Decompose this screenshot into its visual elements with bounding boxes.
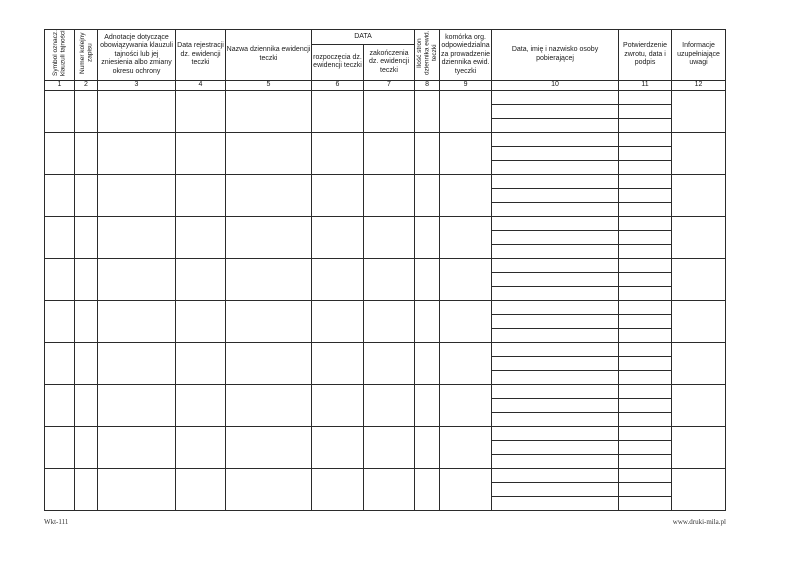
entry-cell[interactable] bbox=[98, 258, 176, 300]
entry-cell[interactable] bbox=[75, 174, 98, 216]
entry-cell[interactable] bbox=[45, 216, 75, 258]
sub-line-group bbox=[492, 133, 618, 174]
writing-line[interactable] bbox=[492, 175, 618, 189]
entry-cell[interactable] bbox=[98, 90, 176, 132]
writing-line[interactable] bbox=[619, 315, 671, 329]
table-row bbox=[45, 384, 726, 426]
writing-line[interactable] bbox=[492, 497, 618, 510]
entry-cell[interactable] bbox=[672, 174, 726, 216]
borrower-cell[interactable] bbox=[492, 90, 619, 132]
entry-cell[interactable] bbox=[415, 174, 440, 216]
writing-line[interactable] bbox=[492, 385, 618, 399]
entry-cell[interactable] bbox=[45, 258, 75, 300]
header-annotations: Adnotacje dotyczące obowiązywania klauzuli tajności lub jej zniesienia albo zmiany okresu ochrony bbox=[98, 30, 176, 81]
writing-line[interactable] bbox=[619, 133, 671, 147]
header-security-symbol bbox=[45, 30, 75, 81]
writing-line[interactable] bbox=[492, 245, 618, 258]
entry-cell[interactable] bbox=[176, 132, 226, 174]
header-registration-date: Data rejestracji dz. ewidencji teczki bbox=[176, 30, 226, 81]
writing-line[interactable] bbox=[492, 203, 618, 216]
entry-cell[interactable] bbox=[364, 384, 415, 426]
entry-cell[interactable] bbox=[415, 384, 440, 426]
column-number: 9 bbox=[440, 80, 492, 90]
borrower-cell[interactable] bbox=[492, 468, 619, 510]
writing-line[interactable] bbox=[619, 441, 671, 455]
header-entry-number bbox=[75, 30, 98, 81]
table-row bbox=[45, 300, 726, 342]
entry-cell[interactable] bbox=[98, 384, 176, 426]
header-end-date: zakończenia dz. ewidencji teczki bbox=[364, 45, 415, 80]
entry-cell[interactable] bbox=[312, 216, 364, 258]
entry-cell[interactable] bbox=[176, 342, 226, 384]
entry-cell[interactable] bbox=[45, 384, 75, 426]
sub-line-group bbox=[619, 217, 671, 258]
writing-line[interactable] bbox=[619, 217, 671, 231]
table-row bbox=[45, 258, 726, 300]
writing-line[interactable] bbox=[492, 147, 618, 161]
sub-line-group bbox=[492, 175, 618, 216]
publisher-website: www.druki-mila.pl bbox=[672, 518, 726, 526]
entry-cell[interactable] bbox=[98, 426, 176, 468]
column-number: 2 bbox=[75, 80, 98, 90]
writing-line[interactable] bbox=[492, 427, 618, 441]
return-confirmation-cell[interactable] bbox=[619, 258, 672, 300]
entry-cell[interactable] bbox=[176, 384, 226, 426]
entry-cell[interactable] bbox=[672, 258, 726, 300]
header-register-name: Nazwa dziennika ewidencji teczki bbox=[226, 30, 312, 81]
entry-cell[interactable] bbox=[45, 300, 75, 342]
entry-cell[interactable] bbox=[75, 216, 98, 258]
entry-cell[interactable] bbox=[364, 174, 415, 216]
writing-line[interactable] bbox=[619, 245, 671, 258]
column-number: 4 bbox=[176, 80, 226, 90]
writing-line[interactable] bbox=[619, 413, 671, 426]
table-row bbox=[45, 90, 726, 132]
column-number: 7 bbox=[364, 80, 415, 90]
column-number: 1 bbox=[45, 80, 75, 90]
entry-cell[interactable] bbox=[672, 426, 726, 468]
sub-line-group bbox=[492, 91, 618, 132]
sub-line-group bbox=[492, 301, 618, 342]
entry-cell[interactable] bbox=[75, 426, 98, 468]
borrower-cell[interactable] bbox=[492, 132, 619, 174]
entry-cell[interactable] bbox=[226, 174, 312, 216]
return-confirmation-cell[interactable] bbox=[619, 216, 672, 258]
entry-cell[interactable] bbox=[45, 342, 75, 384]
entry-cell[interactable] bbox=[312, 468, 364, 510]
header-responsible-unit: komórka org. odpowiedzialna za prowadzenie dziennika ewid. tyeczki bbox=[440, 30, 492, 81]
table-row bbox=[45, 426, 726, 468]
entry-cell[interactable] bbox=[364, 132, 415, 174]
writing-line[interactable] bbox=[492, 399, 618, 413]
writing-line[interactable] bbox=[619, 161, 671, 174]
sub-line-group bbox=[492, 343, 618, 384]
entry-cell[interactable] bbox=[75, 384, 98, 426]
entry-cell[interactable] bbox=[440, 384, 492, 426]
writing-line[interactable] bbox=[619, 105, 671, 119]
entry-cell[interactable] bbox=[176, 258, 226, 300]
writing-line[interactable] bbox=[492, 105, 618, 119]
header-additional-info: Informacje uzupełniające uwagi bbox=[672, 30, 726, 81]
writing-line[interactable] bbox=[619, 203, 671, 216]
entry-cell[interactable] bbox=[364, 258, 415, 300]
writing-line[interactable] bbox=[619, 189, 671, 203]
entry-cell[interactable] bbox=[176, 468, 226, 510]
writing-line[interactable] bbox=[492, 483, 618, 497]
writing-line[interactable] bbox=[492, 217, 618, 231]
entry-cell[interactable] bbox=[364, 216, 415, 258]
writing-line[interactable] bbox=[619, 357, 671, 371]
borrower-cell[interactable] bbox=[492, 384, 619, 426]
return-confirmation-cell[interactable] bbox=[619, 468, 672, 510]
entry-cell[interactable] bbox=[415, 468, 440, 510]
table-row bbox=[45, 468, 726, 510]
entry-cell[interactable] bbox=[98, 174, 176, 216]
writing-line[interactable] bbox=[619, 385, 671, 399]
table-row bbox=[45, 342, 726, 384]
entry-cell[interactable] bbox=[226, 468, 312, 510]
table-row bbox=[45, 174, 726, 216]
sub-line-group bbox=[492, 217, 618, 258]
sub-line-group bbox=[619, 469, 671, 510]
writing-line[interactable] bbox=[619, 497, 671, 510]
writing-line[interactable] bbox=[619, 469, 671, 483]
entry-cell[interactable] bbox=[45, 174, 75, 216]
writing-line[interactable] bbox=[619, 343, 671, 357]
writing-line[interactable] bbox=[492, 287, 618, 300]
entry-cell[interactable] bbox=[75, 132, 98, 174]
writing-line[interactable] bbox=[492, 455, 618, 468]
sub-line-group bbox=[619, 427, 671, 468]
entry-cell[interactable] bbox=[440, 426, 492, 468]
entry-cell[interactable] bbox=[312, 300, 364, 342]
header-start-date: rozpoczęcia dz. ewidencji teczki bbox=[312, 45, 364, 80]
writing-line[interactable] bbox=[492, 133, 618, 147]
column-number: 12 bbox=[672, 80, 726, 90]
table-row bbox=[45, 216, 726, 258]
entry-cell[interactable] bbox=[176, 174, 226, 216]
return-confirmation-cell[interactable] bbox=[619, 132, 672, 174]
entry-cell[interactable] bbox=[672, 216, 726, 258]
writing-line[interactable] bbox=[492, 259, 618, 273]
writing-line[interactable] bbox=[619, 91, 671, 105]
table-header bbox=[45, 30, 726, 91]
entry-cell[interactable] bbox=[45, 90, 75, 132]
table-body bbox=[45, 90, 726, 510]
entry-cell[interactable] bbox=[415, 90, 440, 132]
borrower-cell[interactable] bbox=[492, 258, 619, 300]
writing-line[interactable] bbox=[619, 301, 671, 315]
return-confirmation-cell[interactable] bbox=[619, 426, 672, 468]
writing-line[interactable] bbox=[492, 371, 618, 384]
writing-line[interactable] bbox=[492, 301, 618, 315]
entry-cell[interactable] bbox=[672, 468, 726, 510]
entry-cell[interactable] bbox=[98, 132, 176, 174]
entry-cell[interactable] bbox=[440, 90, 492, 132]
header-page-count-label: Ilość stron dziennika ewid. teczki bbox=[415, 30, 438, 76]
writing-line[interactable] bbox=[492, 161, 618, 174]
column-number: 10 bbox=[492, 80, 619, 90]
return-confirmation-cell[interactable] bbox=[619, 300, 672, 342]
writing-line[interactable] bbox=[619, 147, 671, 161]
entry-cell[interactable] bbox=[226, 258, 312, 300]
return-confirmation-cell[interactable] bbox=[619, 342, 672, 384]
entry-cell[interactable] bbox=[75, 342, 98, 384]
entry-cell[interactable] bbox=[226, 216, 312, 258]
entry-cell[interactable] bbox=[440, 216, 492, 258]
sub-line-group bbox=[619, 259, 671, 300]
entry-cell[interactable] bbox=[226, 132, 312, 174]
writing-line[interactable] bbox=[492, 357, 618, 371]
entry-cell[interactable] bbox=[176, 216, 226, 258]
column-number: 3 bbox=[98, 80, 176, 90]
entry-cell[interactable] bbox=[415, 300, 440, 342]
entry-cell[interactable] bbox=[75, 468, 98, 510]
entry-cell[interactable] bbox=[415, 342, 440, 384]
writing-line[interactable] bbox=[492, 441, 618, 455]
entry-cell[interactable] bbox=[364, 342, 415, 384]
entry-cell[interactable] bbox=[312, 132, 364, 174]
column-number: 11 bbox=[619, 80, 672, 90]
header-return-confirmation: Potwierdzenie zwrotu, data i podpis bbox=[619, 30, 672, 81]
entry-cell[interactable] bbox=[176, 300, 226, 342]
entry-cell[interactable] bbox=[312, 258, 364, 300]
writing-line[interactable] bbox=[619, 259, 671, 273]
entry-cell[interactable] bbox=[312, 426, 364, 468]
entry-cell[interactable] bbox=[226, 426, 312, 468]
entry-cell[interactable] bbox=[364, 468, 415, 510]
header-page-count bbox=[415, 30, 440, 81]
entry-cell[interactable] bbox=[364, 300, 415, 342]
writing-line[interactable] bbox=[619, 119, 671, 132]
entry-cell[interactable] bbox=[440, 300, 492, 342]
entry-cell[interactable] bbox=[440, 342, 492, 384]
writing-line[interactable] bbox=[492, 329, 618, 342]
column-number: 5 bbox=[226, 80, 312, 90]
entry-cell[interactable] bbox=[672, 384, 726, 426]
sub-line-group bbox=[619, 301, 671, 342]
sub-line-group bbox=[619, 385, 671, 426]
writing-line[interactable] bbox=[619, 273, 671, 287]
table-row bbox=[45, 132, 726, 174]
entry-cell[interactable] bbox=[226, 342, 312, 384]
writing-line[interactable] bbox=[619, 329, 671, 342]
entry-cell[interactable] bbox=[672, 132, 726, 174]
entry-cell[interactable] bbox=[440, 258, 492, 300]
writing-line[interactable] bbox=[492, 469, 618, 483]
column-number-row bbox=[45, 80, 726, 90]
borrower-cell[interactable] bbox=[492, 300, 619, 342]
writing-line[interactable] bbox=[619, 371, 671, 384]
entry-cell[interactable] bbox=[440, 174, 492, 216]
entry-cell[interactable] bbox=[226, 384, 312, 426]
sub-line-group bbox=[619, 133, 671, 174]
sub-line-group bbox=[492, 259, 618, 300]
sub-line-group bbox=[619, 91, 671, 132]
entry-cell[interactable] bbox=[75, 258, 98, 300]
entry-cell[interactable] bbox=[364, 90, 415, 132]
column-number: 6 bbox=[312, 80, 364, 90]
entry-cell[interactable] bbox=[672, 300, 726, 342]
return-confirmation-cell[interactable] bbox=[619, 90, 672, 132]
writing-line[interactable] bbox=[492, 343, 618, 357]
header-borrower: Data, imię i nazwisko osoby pobierającej bbox=[492, 30, 619, 81]
entry-cell[interactable] bbox=[364, 426, 415, 468]
sub-line-group bbox=[492, 427, 618, 468]
entry-cell[interactable] bbox=[45, 132, 75, 174]
borrower-cell[interactable] bbox=[492, 426, 619, 468]
writing-line[interactable] bbox=[492, 231, 618, 245]
header-entry-number-label: Numer kolejny zapisu bbox=[78, 32, 93, 74]
return-confirmation-cell[interactable] bbox=[619, 174, 672, 216]
register-table bbox=[44, 29, 726, 511]
entry-cell[interactable] bbox=[98, 342, 176, 384]
entry-cell[interactable] bbox=[312, 174, 364, 216]
entry-cell[interactable] bbox=[176, 426, 226, 468]
writing-line[interactable] bbox=[492, 315, 618, 329]
entry-cell[interactable] bbox=[415, 132, 440, 174]
entry-cell[interactable] bbox=[98, 216, 176, 258]
writing-line[interactable] bbox=[619, 231, 671, 245]
return-confirmation-cell[interactable] bbox=[619, 384, 672, 426]
entry-cell[interactable] bbox=[226, 90, 312, 132]
borrower-cell[interactable] bbox=[492, 174, 619, 216]
entry-cell[interactable] bbox=[672, 90, 726, 132]
writing-line[interactable] bbox=[619, 287, 671, 300]
header-security-symbol-label: Symbol oznacz. klauzuli tajności bbox=[52, 30, 67, 76]
entry-cell[interactable] bbox=[415, 216, 440, 258]
entry-cell[interactable] bbox=[98, 468, 176, 510]
sub-line-group bbox=[492, 469, 618, 510]
entry-cell[interactable] bbox=[75, 90, 98, 132]
entry-cell[interactable] bbox=[672, 342, 726, 384]
sub-line-group bbox=[492, 385, 618, 426]
entry-cell[interactable] bbox=[75, 300, 98, 342]
writing-line[interactable] bbox=[492, 413, 618, 426]
entry-cell[interactable] bbox=[312, 384, 364, 426]
writing-line[interactable] bbox=[492, 189, 618, 203]
writing-line[interactable] bbox=[619, 427, 671, 441]
entry-cell[interactable] bbox=[440, 468, 492, 510]
form-code: Wkt-111 bbox=[44, 518, 69, 526]
borrower-cell[interactable] bbox=[492, 342, 619, 384]
borrower-cell[interactable] bbox=[492, 216, 619, 258]
entry-cell[interactable] bbox=[45, 426, 75, 468]
entry-cell[interactable] bbox=[415, 426, 440, 468]
writing-line[interactable] bbox=[492, 91, 618, 105]
sub-line-group bbox=[619, 343, 671, 384]
writing-line[interactable] bbox=[619, 455, 671, 468]
header-date-group: DATA bbox=[312, 30, 415, 45]
entry-cell[interactable] bbox=[312, 90, 364, 132]
writing-line[interactable] bbox=[619, 399, 671, 413]
entry-cell[interactable] bbox=[440, 132, 492, 174]
column-number: 8 bbox=[415, 80, 440, 90]
writing-line[interactable] bbox=[492, 273, 618, 287]
entry-cell[interactable] bbox=[98, 300, 176, 342]
entry-cell[interactable] bbox=[226, 300, 312, 342]
entry-cell[interactable] bbox=[45, 468, 75, 510]
entry-cell[interactable] bbox=[415, 258, 440, 300]
writing-line[interactable] bbox=[492, 119, 618, 132]
sub-line-group bbox=[619, 175, 671, 216]
entry-cell[interactable] bbox=[176, 90, 226, 132]
entry-cell[interactable] bbox=[312, 342, 364, 384]
writing-line[interactable] bbox=[619, 175, 671, 189]
writing-line[interactable] bbox=[619, 483, 671, 497]
